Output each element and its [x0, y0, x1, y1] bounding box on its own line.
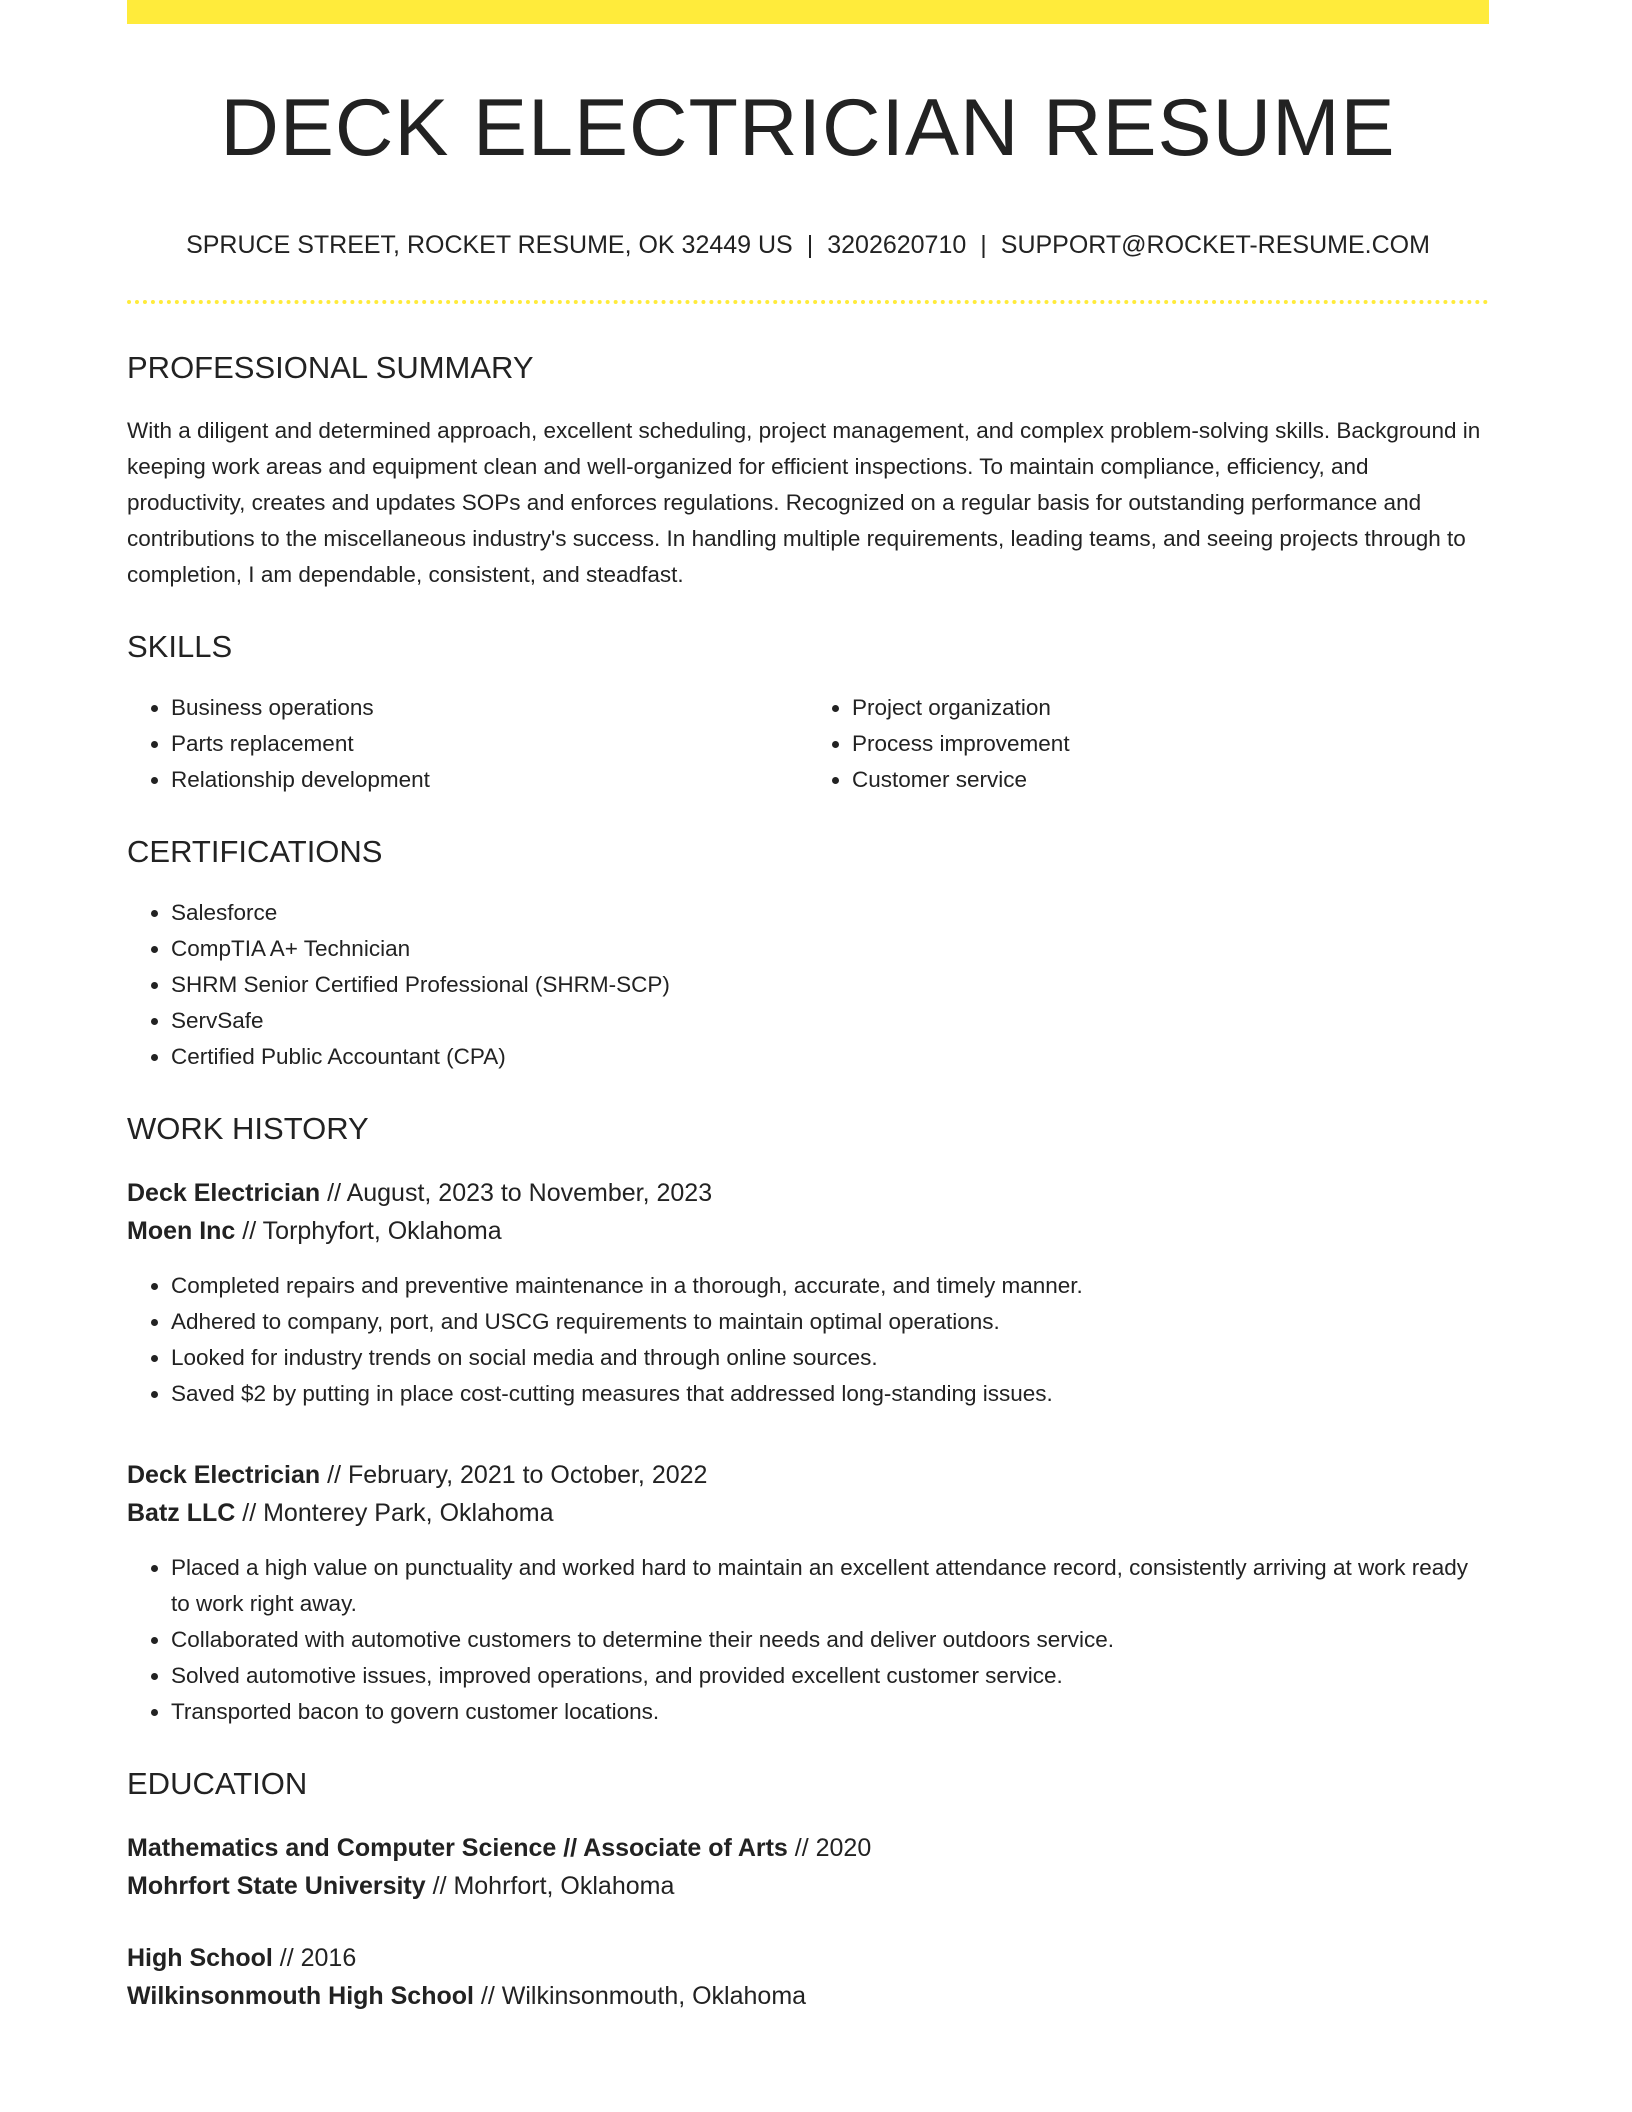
work-history-heading: WORK HISTORY: [127, 1111, 369, 1147]
skills-left-list: [127, 690, 808, 798]
job-dates: // August, 2023 to November, 2023: [320, 1179, 713, 1208]
education-school: Mohrfort State University: [127, 1872, 426, 1901]
skills-right-list: [808, 690, 1489, 798]
job-bullets: [127, 1268, 1489, 1412]
job-bullet: • Saved $2 by putting in place cost-cutting measures that addressed long-standing issues.: [171, 1376, 1489, 1412]
education-entry: [127, 1939, 1489, 2015]
skill-item: • Parts replacement: [171, 726, 808, 762]
contact-phone: 3202620710: [827, 231, 967, 260]
job-bullet: • Placed a high value on punctuality and worked hard to maintain an excellent attendance record, consistently arriving at work ready to work right away.: [171, 1550, 1489, 1622]
skill-item: • Relationship development: [171, 762, 808, 798]
top-accent-bar: [127, 0, 1489, 24]
education-school-line: [127, 1867, 1489, 1905]
education-location: // Wilkinsonmouth, Oklahoma: [473, 1982, 807, 2011]
education-degree-line: [127, 1829, 1489, 1867]
dotted-divider: [127, 300, 1489, 304]
contact-email[interactable]: SUPPORT@ROCKET-RESUME.COM: [1000, 231, 1430, 260]
job-company-line: [127, 1212, 1489, 1250]
certification-item: • Salesforce: [171, 895, 1489, 931]
certifications-list: [127, 895, 1489, 1075]
contact-address: SPRUCE STREET, ROCKET RESUME, OK 32449 US: [186, 231, 793, 260]
education-year: // 2020: [787, 1834, 872, 1863]
job-bullet: • Solved automotive issues, improved operations, and provided excellent customer service.: [171, 1658, 1489, 1694]
education-year: // 2016: [272, 1944, 357, 1973]
job-bullet: • Completed repairs and preventive maintenance in a thorough, accurate, and timely manner.: [171, 1268, 1489, 1304]
summary-text: With a diligent and determined approach, excellent scheduling, project management, and complex problem-solving skills. Background in keeping work areas and equipment clean and well-organized for efficient inspections. To maintain compliance, efficiency, and productivity, creates and updates SOPs and enforces regulations. Recognized on a regular basis for outstanding performance and contributions to the miscellaneous industry's success. In handling multiple requirements, leading teams, and seeing projects through to completion, I am dependable, consistent, and steadfast.: [127, 418, 1481, 588]
job-company: Moen Inc: [127, 1217, 236, 1246]
job-header: [127, 1174, 1489, 1250]
skill-item: • Customer service: [852, 762, 1489, 798]
job-bullet: • Collaborated with automotive customers to determine their needs and deliver outdoors service.: [171, 1622, 1489, 1658]
job-location: // Monterey Park, Oklahoma: [235, 1499, 554, 1528]
job-company-line: [127, 1494, 1489, 1532]
job-location: // Torphyfort, Oklahoma: [235, 1217, 502, 1246]
job-bullet: • Adhered to company, port, and USCG requirements to maintain optimal operations.: [171, 1304, 1489, 1340]
skills-heading: SKILLS: [127, 629, 233, 665]
job-header: [127, 1456, 1489, 1532]
education-school: Wilkinsonmouth High School: [127, 1982, 474, 2011]
education-school-line: [127, 1977, 1489, 2015]
job-role: Deck Electrician: [127, 1179, 321, 1208]
education-entry: [127, 1829, 1489, 1905]
contact-line: [127, 233, 1489, 258]
skill-item: • Business operations: [171, 690, 808, 726]
job-role: Deck Electrician: [127, 1461, 321, 1490]
certification-item: • ServSafe: [171, 1003, 1489, 1039]
certifications-heading: CERTIFICATIONS: [127, 834, 383, 870]
resume-page: [127, 0, 1489, 2015]
contact-separator: |: [806, 231, 814, 260]
skill-item: • Project organization: [852, 690, 1489, 726]
certification-item: • Certified Public Accountant (CPA): [171, 1039, 1489, 1075]
job-bullet: • Transported bacon to govern customer locations.: [171, 1694, 1489, 1730]
education-degree: High School: [127, 1944, 273, 1973]
resume-title: DECK ELECTRICIAN RESUME: [220, 83, 1396, 173]
job-dates: // February, 2021 to October, 2022: [320, 1461, 708, 1490]
education-location: // Mohrfort, Oklahoma: [425, 1872, 675, 1901]
education-heading: EDUCATION: [127, 1766, 308, 1802]
job-role-line: [127, 1174, 1489, 1212]
job-role-line: [127, 1456, 1489, 1494]
skills-columns: [127, 690, 1489, 798]
contact-separator: |: [980, 231, 987, 260]
skill-item: • Process improvement: [852, 726, 1489, 762]
education-degree-line: [127, 1939, 1489, 1977]
certification-item: • SHRM Senior Certified Professional (SHRM-SCP): [171, 967, 1489, 1003]
job-bullet: • Looked for industry trends on social media and through online sources.: [171, 1340, 1489, 1376]
education-degree: Mathematics and Computer Science // Associate of Arts: [127, 1834, 788, 1863]
certification-item: • CompTIA A+ Technician: [171, 931, 1489, 967]
job-company: Batz LLC: [127, 1499, 236, 1528]
summary-heading: PROFESSIONAL SUMMARY: [127, 350, 534, 386]
job-bullets: [127, 1550, 1489, 1730]
